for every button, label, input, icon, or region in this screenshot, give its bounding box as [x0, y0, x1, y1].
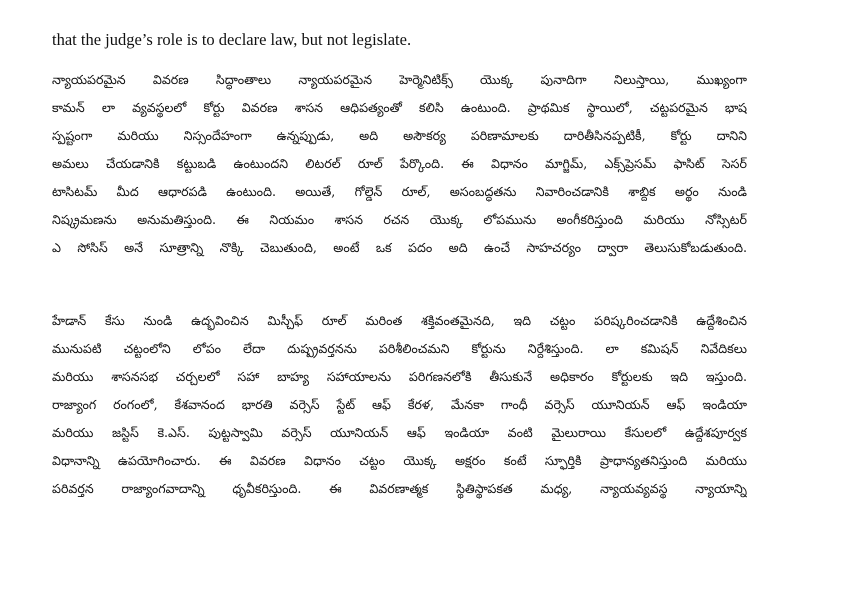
lead-line: that the judge’s role is to declare law, but not legislate. — [52, 30, 412, 49]
paragraph-line: ఎ సోసిస్ అనే సూత్రాన్ని నొక్కి చెబుతుంది, అంటే ఒక పదం అది ఉంచే సాహచర్యం ద్వారా తెలుసుకోబడుతుంది. — [52, 240, 747, 255]
paragraph-line: కామన్ లా వ్యవస్థలలో కోర్టు వివరణ శాసన ఆధిపత్యంతో కలిసి ఉంటుంది. ప్రాథమిక స్థాయిలో, చట్టపరమైన భాష — [52, 100, 747, 115]
paragraph-line: అమలు చేయడానికి కట్టుబడి ఉంటుందని లిటరల్ రూల్ పేర్కొంది. ఈ విధానం మాగ్జిమ్, ఎక్స్‌ప్రెసమ్ ఫాసిట్ సెసర్ — [52, 156, 747, 171]
paragraph-line: నిష్క్రమణను అనుమతిస్తుంది. ఈ నియమం శాసన రచన యొక్క లోపమును అంగీకరిస్తుంది మరియు నోస్సిటర్ — [52, 212, 747, 227]
paragraph-1 — [52, 66, 747, 262]
paragraph-line: టాసిటమ్ మీద ఆధారపడి ఉంటుంది. అయితే, గోల్డెన్ రూల్, అసంబద్ధతను నివారించడానికి శాబ్దిక అర్థం నుండి — [52, 184, 747, 199]
paragraph-line: మరియు జస్టిస్ కె.ఎస్. పుట్టస్వామి వర్సెస్ యూనియన్ ఆఫ్ ఇండియా వంటి మైలురాయి కేసులలో ఉద్దేశపూర్వక — [52, 425, 747, 440]
paragraph-line: స్పష్టంగా మరియు నిస్సందేహంగా ఉన్నప్పుడు, అది అసౌకర్య పరిణామాలకు దారితీసినప్పటికీ, కోర్టు దానిని — [52, 128, 747, 143]
paragraph-line: న్యాయపరమైన వివరణ సిద్ధాంతాలు న్యాయపరమైన హెర్మెనిటిక్స్ యొక్క పునాదిగా నిలుస్తాయి, ముఖ్యంగా — [52, 72, 747, 87]
paragraph-line: మునుపటి చట్టంలోని లోపం లేదా దుష్ప్రవర్తనను పరిశీలించమని కోర్టును నిర్దేశిస్తుంది. లా కమిషన్ నివేదికలు — [52, 341, 747, 356]
paragraph-2 — [52, 307, 747, 503]
paragraph-line: పరివర్తన రాజ్యాంగవాదాన్ని ధృవీకరిస్తుంది. ఈ వివరణాత్మక స్థితిస్థాపకత మధ్య, న్యాయవ్యవస్థ న్యాయాన్ని — [52, 481, 747, 496]
paragraph-line: మరియు శాసనసభ చర్చలలో సహా బాహ్య సహాయాలను పరిగణనలోకి తీసుకునే అధికారం కోర్టులకు ఇది ఇస్తుంది. — [52, 369, 747, 384]
paragraph-line: హేడాన్ కేసు నుండి ఉద్భవించిన మిస్చీఫ్ రూల్ మరింత శక్తివంతమైనది, ఇది చట్టం పరిష్కరించడానికి ఉద్దేశించిన — [52, 313, 747, 328]
paragraph-line: విధానాన్ని ఉపయోగించారు. ఈ వివరణ విధానం చట్టం యొక్క అక్షరం కంటే స్ఫూర్తికి ప్రాధాన్యతనిస్తుంది మరియు — [52, 453, 747, 468]
paragraph-line: రాజ్యాంగ రంగంలో, కేశవానంద భారతి వర్సెస్ స్టేట్ ఆఫ్ కేరళ, మేనకా గాంధీ వర్సెస్ యూనియన్ ఆఫ్ ఇండియా — [52, 397, 747, 412]
